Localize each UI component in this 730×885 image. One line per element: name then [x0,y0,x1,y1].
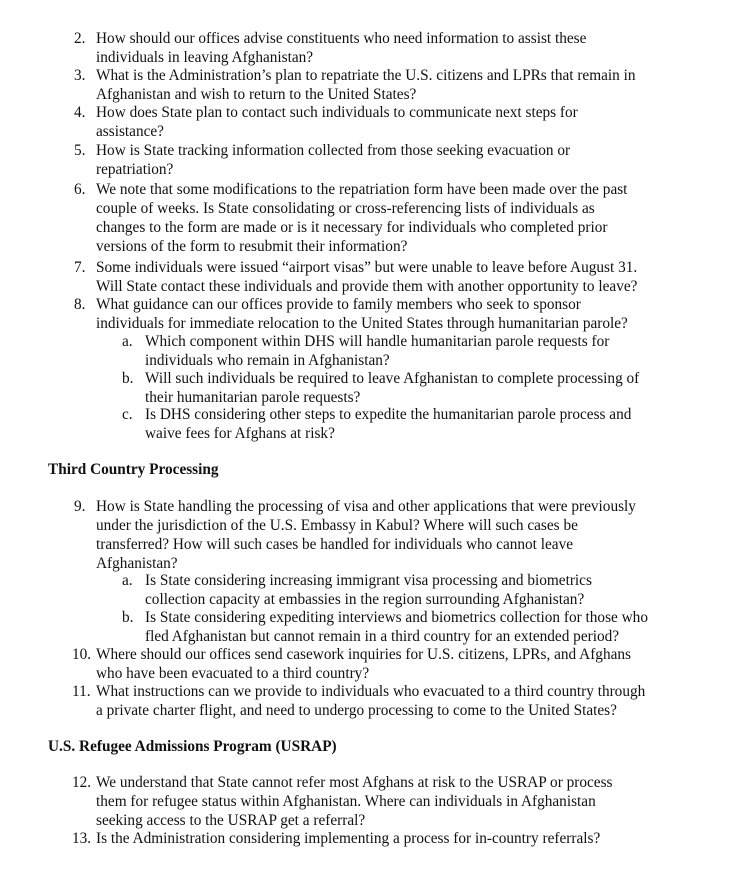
question-text-line: Some individuals were issued “airport visas” but were unable to leave before August 31. [96,259,638,276]
question-number: 2. [74,30,86,47]
question-number: 6. [74,181,86,198]
question-number: 11. [72,683,91,700]
subquestion-text-line: waive fees for Afghans at risk? [145,425,335,442]
subquestion-text-line: Which component within DHS will handle humanitarian parole requests for [145,333,610,350]
question-text-line: What guidance can our offices provide to family members who seek to sponsor [96,296,581,313]
question-text-line: Afghanistan and wish to return to the United States? [96,86,417,103]
question-text-line: How is State tracking information collected from those seeking evacuation or [96,142,571,159]
question-text-line: individuals for immediate relocation to the United States through humanitarian parole? [96,315,628,332]
question-text-line: seeking access to the USRAP get a referral? [96,812,366,829]
section-heading-third-country-processing: Third Country Processing [48,461,219,478]
section-heading-usrap: U.S. Refugee Admissions Program (USRAP) [48,738,337,755]
question-number: 4. [74,104,86,121]
question-text-line: versions of the form to resubmit their information? [96,238,408,255]
question-text-line: them for refugee status within Afghanistan. Where can individuals in Afghanistan [96,793,596,810]
question-text-line: Is the Administration considering implementing a process for in-country referrals? [96,830,601,847]
question-text-line: repatriation? [96,161,174,178]
question-text-line: What is the Administration’s plan to repatriate the U.S. citizens and LPRs that remain in [96,67,636,84]
subquestion-text-line: individuals who remain in Afghanistan? [145,352,390,369]
question-number: 13. [72,830,92,847]
question-number: 5. [74,142,86,159]
question-text-line: How does State plan to contact such individuals to communicate next steps for [96,104,578,121]
question-number: 10. [72,646,92,663]
question-text-line: assistance? [96,123,164,140]
question-number: 12. [72,774,92,791]
question-text-line: Where should our offices send casework inquiries for U.S. citizens, LPRs, and Afghans [96,646,631,663]
subquestion-text-line: Is State considering expediting interviews and biometrics collection for those who [145,609,648,626]
question-number: 7. [74,259,86,276]
subquestion-letter: c. [122,406,133,423]
question-number: 3. [74,67,86,84]
question-text-line: couple of weeks. Is State consolidating or cross-referencing lists of individuals as [96,200,595,217]
question-text-line: We note that some modifications to the repatriation form have been made over the past [96,181,628,198]
question-text-line: individuals in leaving Afghanistan? [96,49,314,66]
question-text-line: transferred? How will such cases be handled for individuals who cannot leave [96,536,574,553]
subquestion-letter: b. [122,609,134,626]
subquestion-text-line: Will such individuals be required to leave Afghanistan to complete processing of [145,370,640,387]
question-text-line: Will State contact these individuals and provide them with another opportunity to leave? [96,278,638,295]
question-text-line: How is State handling the processing of visa and other applications that were previously [96,498,636,515]
subquestion-letter: a. [122,572,133,589]
subquestion-text-line: Is State considering increasing immigrant visa processing and biometrics [145,572,592,589]
subquestion-text-line: their humanitarian parole requests? [145,389,361,406]
question-text-line: Afghanistan? [96,555,178,572]
question-text-line: under the jurisdiction of the U.S. Embassy in Kabul? Where will such cases be [96,517,578,534]
question-text-line: How should our offices advise constituents who need information to assist these [96,30,587,47]
question-text-line: We understand that State cannot refer most Afghans at risk to the USRAP or process [96,774,613,791]
question-number: 9. [74,498,86,515]
question-text-line: changes to the form are made or is it necessary for individuals who completed prior [96,219,608,236]
question-text-line: a private charter flight, and need to undergo processing to come to the United States? [96,702,617,719]
question-number: 8. [74,296,86,313]
question-text-line: What instructions can we provide to individuals who evacuated to a third country through [96,683,646,700]
question-text-line: who have been evacuated to a third country? [96,665,370,682]
subquestion-text-line: collection capacity at embassies in the region surrounding Afghanistan? [145,591,585,608]
subquestion-text-line: Is DHS considering other steps to expedite the humanitarian parole process and [145,406,632,423]
subquestion-text-line: fled Afghanistan but cannot remain in a third country for an extended period? [145,628,620,645]
subquestion-letter: b. [122,370,134,387]
subquestion-letter: a. [122,333,133,350]
